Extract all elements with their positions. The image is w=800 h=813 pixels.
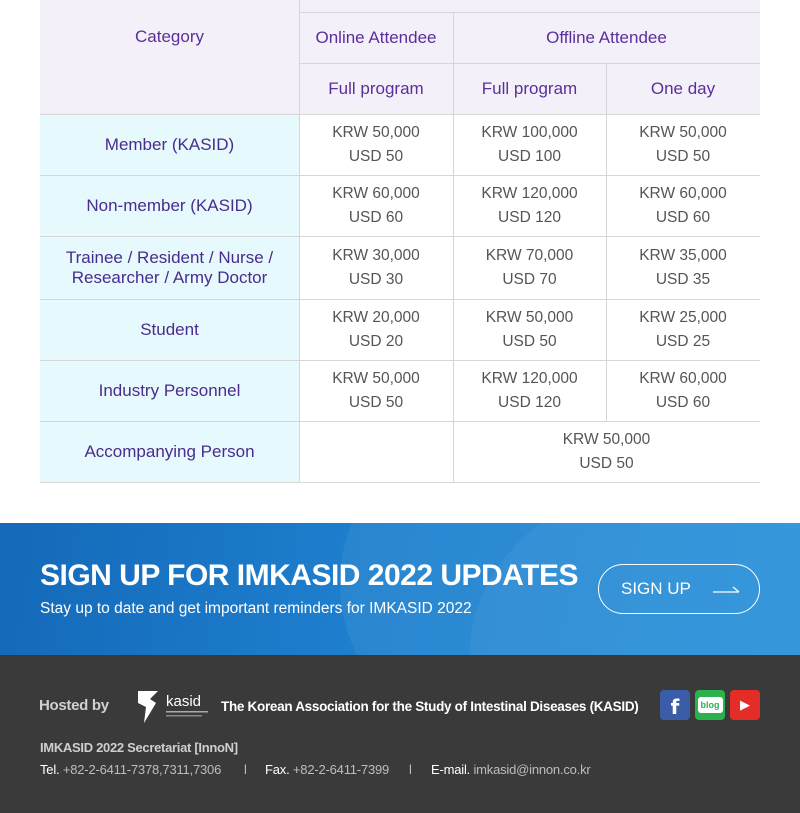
fee-cell-empty [299, 421, 453, 482]
fee-cell: KRW 50,000 USD 50 [299, 360, 453, 421]
secretariat-name: IMKASID 2022 Secretariat [InnoN] [40, 740, 238, 755]
divider [40, 421, 760, 422]
header-offline-attendee: Offline Attendee [453, 13, 760, 63]
facebook-link[interactable] [660, 690, 690, 720]
fee-cell: KRW 120,000 USD 120 [453, 175, 606, 236]
header-category-label: Category [135, 27, 204, 46]
fee-cell: KRW 70,000 USD 70 [453, 236, 606, 299]
header-offline-full-program: Full program [453, 63, 606, 114]
fee-cell: KRW 25,000 USD 25 [606, 299, 760, 360]
category-accompanying-person: Accompanying Person [40, 421, 299, 482]
divider [40, 114, 760, 115]
fee-cell: KRW 60,000 USD 60 [299, 175, 453, 236]
fee-cell: KRW 120,000 USD 120 [453, 360, 606, 421]
divider [40, 175, 760, 176]
category-industry-personnel: Industry Personnel [40, 360, 299, 421]
banner-title: SIGN UP FOR IMKASID 2022 UPDATES [40, 559, 579, 592]
divider [606, 63, 607, 421]
fax-info: Fax. +82-2-6411-7399 [265, 762, 390, 777]
divider [299, 63, 760, 64]
blog-link[interactable] [695, 690, 725, 720]
youtube-icon: ▶ [740, 697, 750, 713]
divider [299, 0, 300, 483]
email-info: E-mail. imkasid@innon.co.kr [431, 762, 591, 777]
category-trainee-resident-nurse-researcher-army-doctor: Trainee / Resident / Nurse / Researcher / Army Doctor [40, 236, 299, 299]
divider [40, 482, 760, 483]
fee-cell: KRW 60,000 USD 60 [606, 175, 760, 236]
svg-text:kasid: kasid [166, 693, 202, 710]
youtube-link[interactable] [730, 690, 760, 720]
banner-subtitle: Stay up to date and get important reminders for IMKASID 2022 [40, 600, 472, 617]
site-footer [0, 655, 800, 813]
fee-cell-merged: KRW 50,000 USD 50 [453, 421, 760, 482]
registration-fee-table [40, 0, 760, 483]
blog-icon: blog [698, 697, 723, 713]
divider [453, 13, 454, 483]
separator: l [409, 762, 412, 777]
email-link[interactable]: imkasid@innon.co.kr [473, 762, 591, 777]
fee-cell: KRW 50,000 USD 50 [453, 299, 606, 360]
facebook-icon: f [670, 695, 680, 719]
sign-up-button[interactable] [598, 564, 760, 614]
divider [40, 299, 760, 300]
sign-up-button-label: SIGN UP [621, 579, 691, 598]
fee-cell: KRW 60,000 USD 60 [606, 360, 760, 421]
category-non-member-kasid: Non-member (KASID) [40, 175, 299, 236]
divider [40, 360, 760, 361]
header-category [40, 0, 299, 114]
category-student: Student [40, 299, 299, 360]
arrow-right-icon [713, 585, 741, 595]
fee-cell: KRW 50,000 USD 50 [606, 114, 760, 175]
fee-cell: KRW 35,000 USD 35 [606, 236, 760, 299]
fee-cell: KRW 100,000 USD 100 [453, 114, 606, 175]
fee-cell: KRW 30,000 USD 30 [299, 236, 453, 299]
header-online-attendee: Online Attendee [299, 13, 453, 63]
signup-banner [0, 523, 800, 655]
fee-cell: KRW 20,000 USD 20 [299, 299, 453, 360]
separator: l [244, 762, 247, 777]
organization-name: The Korean Association for the Study of Intestinal Diseases (KASID) [221, 699, 639, 714]
fee-cell: KRW 50,000 USD 50 [299, 114, 453, 175]
header-offline-one-day: One day [606, 63, 760, 114]
tel-info: Tel. +82-2-6411-7378,7311,7306 [40, 762, 222, 777]
header-online-full-program: Full program [299, 63, 453, 114]
divider [299, 12, 760, 13]
divider [40, 236, 760, 237]
category-member-kasid: Member (KASID) [40, 114, 299, 175]
kasid-logo [136, 689, 210, 725]
hosted-by-label: Hosted by [39, 697, 109, 714]
